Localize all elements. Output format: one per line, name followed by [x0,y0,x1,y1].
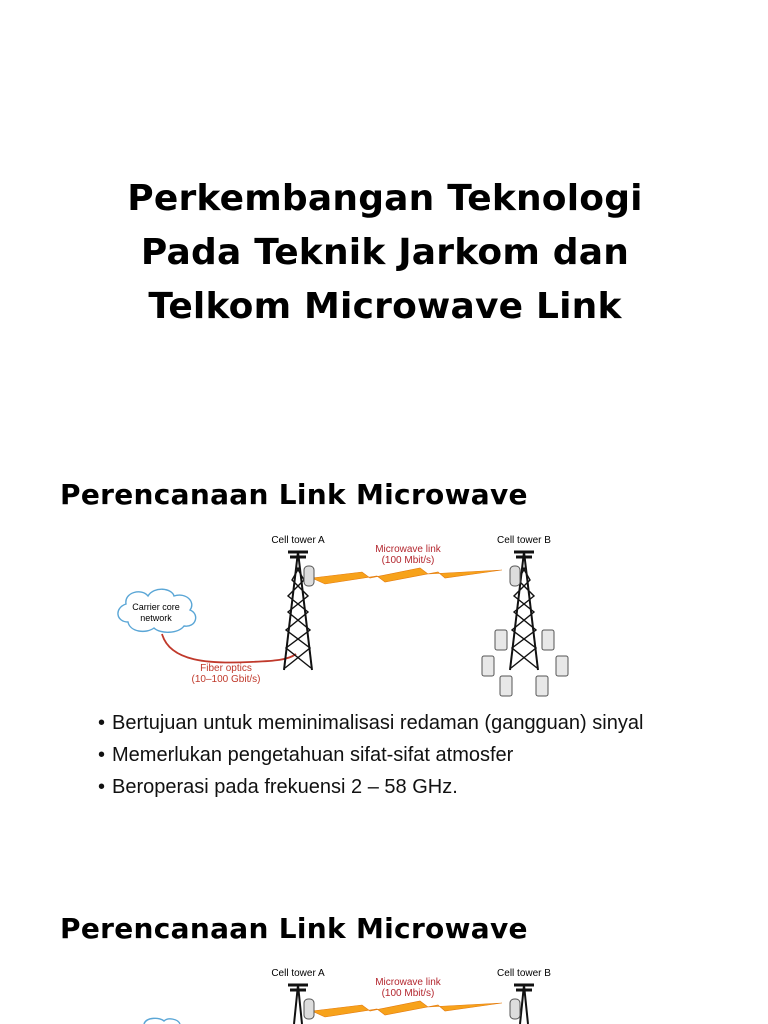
slide-title [60,172,710,334]
tower-b-label: Cell tower B [497,968,551,979]
tower-a-label: Cell tower A [271,968,325,979]
cloud-label-line-2: network [140,613,172,623]
link-label: Microwave link [375,544,441,555]
bullet-item: • Memerlukan pengetahuan sifat-sifat atmosfer [98,739,643,771]
microwave-bolt-icon [312,568,502,584]
bullet-list [98,707,643,803]
cell-tower-a-icon [284,552,314,670]
bullet-item: • Bertujuan untuk meminimalisasi redaman (gangguan) sinyal [98,707,643,739]
fiber-speed-label: (10–100 Gbit/s) [191,674,261,685]
title-line-3: Telkom Microwave Link [148,286,622,327]
carrier-cloud-icon [118,589,196,632]
microwave-link-diagram-2 [100,963,580,1024]
bullet-item: • Beroperasi pada frekuensi 2 – 58 GHz. [98,771,643,803]
tower-a-label: Cell tower A [271,535,325,546]
cell-tower-b-icon [510,985,534,1024]
section-heading: Perencanaan Link Microwave [60,478,528,511]
cloud-label-line-1: Carrier core [132,602,180,612]
microwave-bolt-icon [312,1001,502,1017]
tower-b-label: Cell tower B [497,535,551,546]
cell-tower-b-icon [510,552,538,670]
fiber-cable [162,634,296,663]
fiber-label: Fiber optics [200,663,252,674]
cell-tower-a-icon [288,985,314,1024]
link-label: Microwave link [375,977,441,988]
carrier-cloud-icon [144,1018,180,1024]
section-heading-2: Perencanaan Link Microwave [60,912,528,945]
link-speed-label: (100 Mbit/s) [381,988,435,999]
title-line-1: Perkembangan Teknologi [127,178,643,219]
microwave-link-diagram [100,530,580,705]
title-line-2: Pada Teknik Jarkom dan [140,232,630,273]
link-speed-label: (100 Mbit/s) [381,555,435,566]
